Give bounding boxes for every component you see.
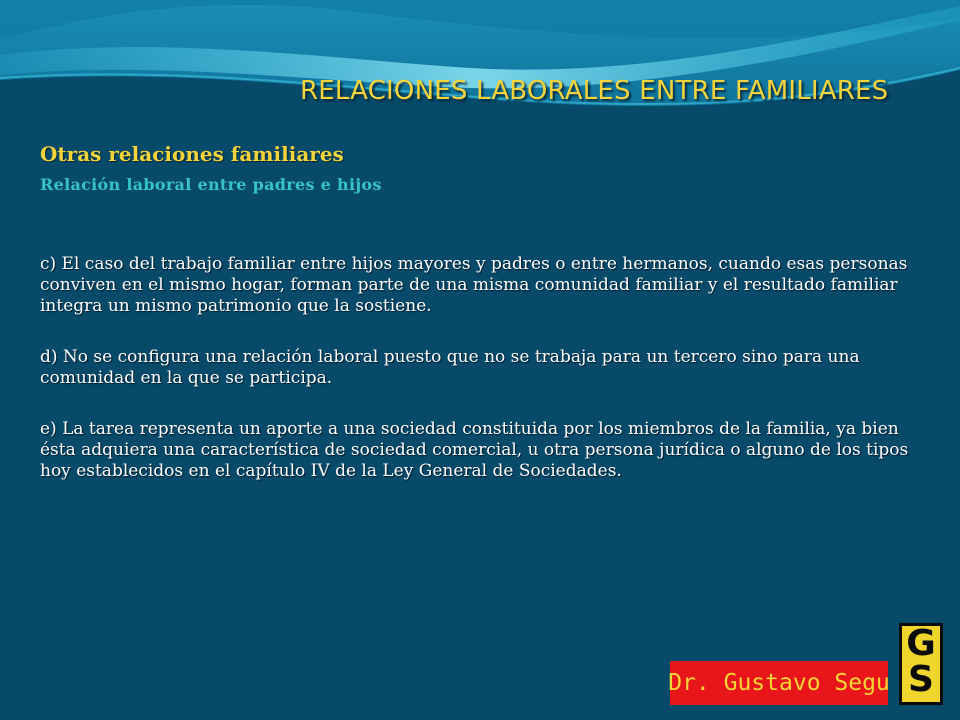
header-wave-background [0,0,960,140]
logo-letter-top: G [906,623,936,664]
body-text [40,254,920,512]
author-signature: Dr. Gustavo Segu [670,661,888,705]
paragraph-d: d) No se configura una relación laboral puesto que no se trabaja para un tercero sino para una comunidad en la que se participa. [40,347,860,388]
gs-logo [899,623,943,705]
paragraph-e: e) La tarea representa un aporte a una sociedad constituida por los miembros de la familia, ya bien ésta adquiera una característica de sociedad comercial, u otra persona jurídica o alguno de los tipos hoy establecidos en el capítulo IV de la Ley General de Sociedades. [40,419,909,481]
slide-title: RELACIONES LABORALES ENTRE FAMILIARES [300,76,889,106]
section-heading: Otras relaciones familiares [40,142,344,166]
logo-letter-bottom: S [908,659,934,700]
paragraph-c: c) El caso del trabajo familiar entre hijos mayores y padres o entre hermanos, cuando esas personas conviven en el mismo hogar, forman parte de una misma comunidad familiar y el resultado familiar integra un mismo patrimonio que la sostiene. [40,254,908,316]
section-subheading: Relación laboral entre padres e hijos [40,175,382,194]
